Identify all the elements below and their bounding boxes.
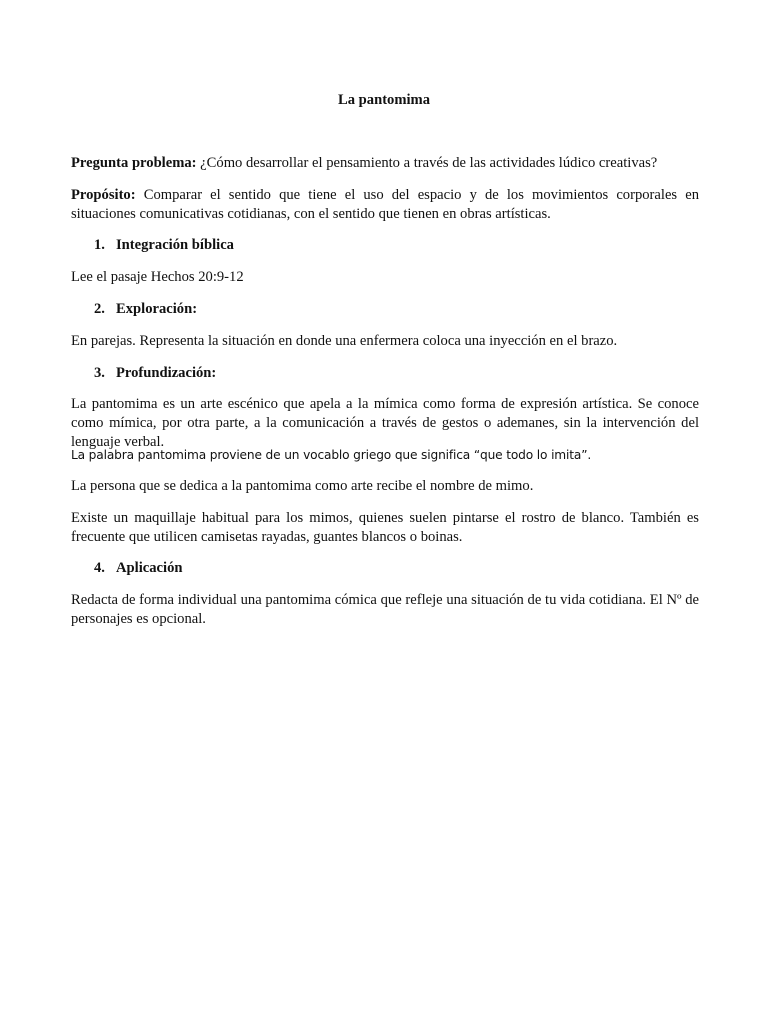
section-paragraph: Existe un maquillaje habitual para los mimos, quienes suelen pintarse el rostro de blanco. También es frecuente que utilicen camisetas rayadas, guantes blancos o boinas. (71, 510, 699, 545)
section-number: 1. (94, 237, 105, 253)
section-heading-text: Integración bíblica (116, 237, 234, 253)
section-paragraph: Lee el pasaje Hechos 20:9-12 (71, 269, 244, 285)
pregunta-problema (71, 154, 699, 173)
section-heading-integracion (94, 236, 234, 255)
section-number: 3. (94, 365, 105, 381)
section-heading-profundizacion (94, 364, 216, 383)
section-paragraph: En parejas. Representa la situación en donde una enfermera coloca una inyección en el brazo. (71, 333, 618, 349)
section-number: 2. (94, 301, 105, 317)
section-paragraph: La pantomima es un arte escénico que apela a la mímica como forma de expresión artística. Se conoce como mímica, por otra parte, a la comunicación a través de gestos o ademanes, sin la intervención del lenguaje verbal. (71, 396, 699, 450)
section-heading-text: Aplicación (116, 560, 183, 576)
section-heading-text: Exploración: (116, 301, 198, 317)
page-title: La pantomima (337, 92, 431, 108)
proposito (71, 186, 699, 224)
pregunta-text: ¿Cómo desarrollar el pensamiento a través de las actividades lúdico creativas? (196, 155, 658, 171)
section-paragraph: La palabra pantomima proviene de un vocablo griego que significa “que todo lo imita”. (71, 448, 592, 462)
pregunta-label: Pregunta problema: (71, 155, 197, 171)
section-paragraph: La persona que se dedica a la pantomima como arte recibe el nombre de mimo. (71, 478, 534, 494)
section-paragraph: Redacta de forma individual una pantomima cómica que refleje una situación de tu vida cotidiana. El Nº de personajes es opcional. (71, 592, 699, 627)
proposito-label: Propósito: (71, 187, 136, 203)
section-heading-aplicacion (94, 559, 182, 578)
proposito-text: Comparar el sentido que tiene el uso del espacio y de los movimientos corporales en situaciones comunicativas cotidianas, con el sentido que tienen en obras artísticas. (71, 187, 699, 222)
section-number: 4. (94, 560, 105, 576)
section-heading-exploracion (94, 300, 197, 319)
section-heading-text: Profundización: (116, 365, 217, 381)
